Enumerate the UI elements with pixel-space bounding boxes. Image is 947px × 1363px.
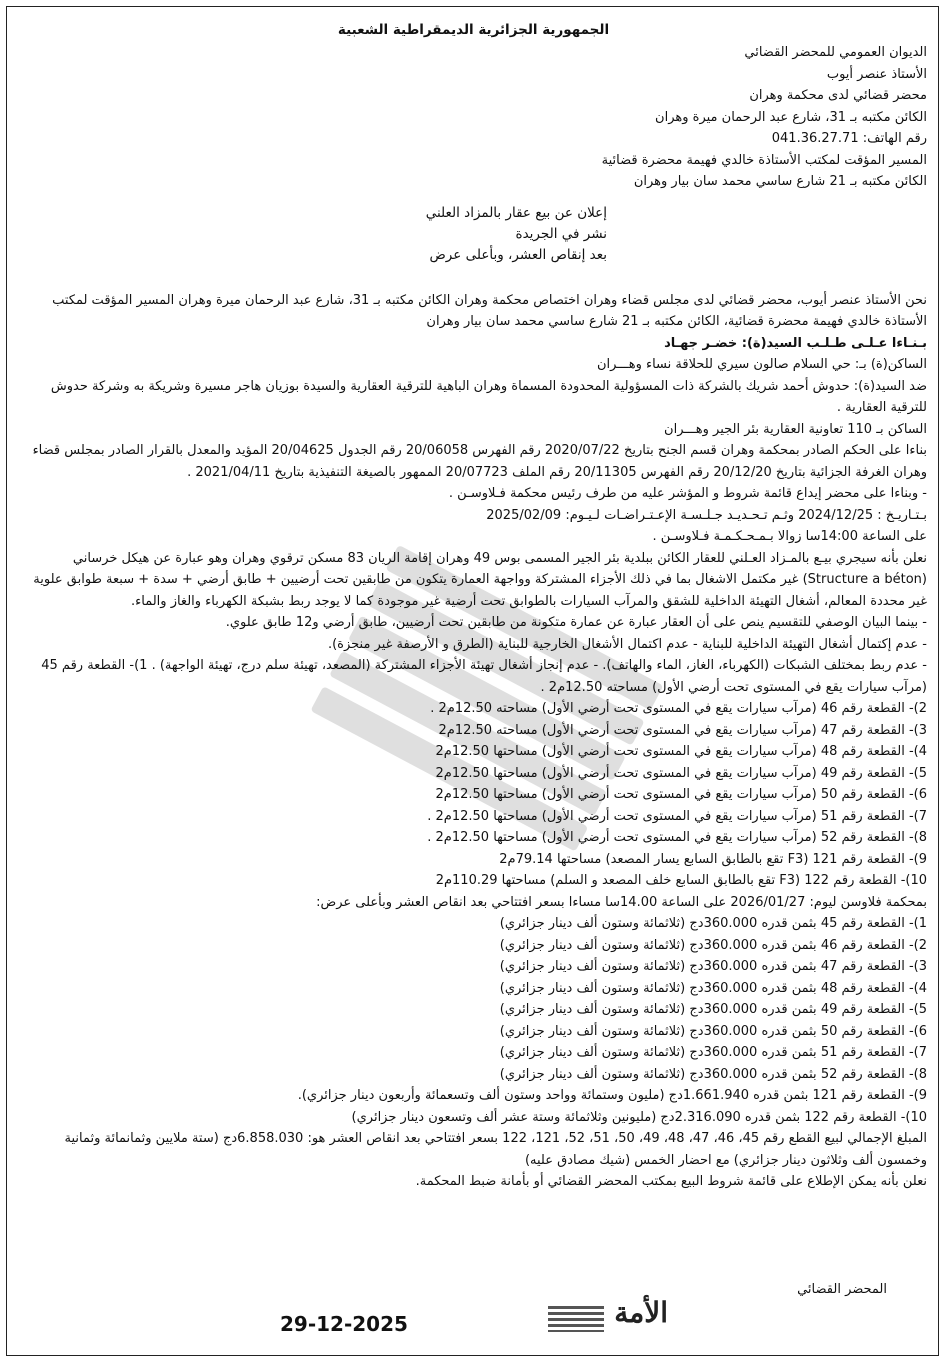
price-item: 5)- القطعة رقم 49 بثمن قدره 360.000دج (ثلاثمائة وستون ألف دينار جزائري) [499, 1002, 927, 1017]
bailiff-header [20, 42, 927, 193]
logo-stripes-icon [548, 1306, 604, 1332]
header-line: الديوان العمومي للمحضر القضائي [744, 45, 927, 60]
lot-item: 7)- القطعة رقم 51 (مرآب سيارات يقع في المستوى تحت أرضي الأول) مساحتها 12.50م2 . [427, 808, 927, 824]
price-item: 9)- القطعة رقم 121 بثمن قدره 1.661.940دج (مليون وستمائة وواحد وستون ألف وتسعمائة وأربعون دينار جزائري). [297, 1088, 927, 1103]
resident-line: الساكن(ة) بـ: حي السلام صالون سيري للحلاقة نساء وهـــران [596, 357, 927, 372]
dates-line: بـتـاريـخ : 2024/12/25 وثـم تـحـديـد جـلـسـة الإعـتـراضـات لـيـوم: 2025/02/09 [486, 507, 927, 523]
price-item: 1)- القطعة رقم 45 بثمن قدره 360.000دج (ثلاثمائة وستون ألف دينار جزائري) [499, 916, 927, 931]
price-item: 3)- القطعة رقم 47 بثمن قدره 360.000دج (ثلاثمائة وستون ألف دينار جزائري) [499, 959, 927, 974]
judgment-paragraph: بناءا على الحكم الصادر بمحكمة وهران قسم الجنح بتاريخ 2020/07/22 رقم الفهرس 20/06058 رقم الجدول 20/04625 المؤيد والمعدل بالقرار الصادر بمجلس قضاء وهران الغرفة الجزائية بتاريخ 20/12/20 رقم الفهرس 20/11305 رقم الملف 20/07723 الممهور بالصيغة التنفيذية بتاريخ 2021/04/11 . [32, 443, 927, 480]
total-paragraph: المبلغ الإجمالي لبيع القطع رقم 45، 46، 47، 48، 49، 50، 51، 52، 121، 122 بسعر افتتاحي بعد انقاص العشر هو: 6.858.030دج (ستة ملايين وثمانمائة وثمانية وخمسون ألف وثلاثون دينار جزائري) مع احضار الخمس (شيك مصادق عليه) [64, 1131, 927, 1168]
lot-item: 2)- القطعة رقم 46 (مرآب سيارات يقع في المستوى تحت أرضي الأول) مساحته 12.50م2 . [430, 701, 927, 716]
announcement-body [20, 290, 927, 1193]
header-line: الكائن مكتبه بـ 21 شارع ساسي محمد سان بيار وهران [633, 174, 927, 189]
against-paragraph: ضد السيد(ة): حدوش أحمد شريك بالشركة ذات المسؤولية المحدودة المسماة وهران الباهية للترقية العقارية والسيدة بوزيان هاجر مسيرة وشريكة به وشركة حدوش للترقية العقارية . [50, 378, 927, 415]
sale-paragraph: نعلن بأنه سيجري بيـع بالمـزاد العـلني للعقار الكائن ببلدية بئر الجير المسمى بوس 49 وهران إقامة الريان 83 مسكن ترقوي وهران وهو عبارة عن هيكل خرساني (Structure a béton) غير مكتمل الاشغال بما في ذلك الأجزاء المشتركة وواجهة العمارة يتكون من طابقين تحت أرضيين + طابق أرضي + سدة + سبعة طوابق علوية غير محددة المعالم، أشغال التهيئة الداخلية للشقق والمرآب السيارات بالطوابق تحت أرضية غير موجودة كما لا يوجد ربط بشبكة الكهرباء والغاز والماء. [33, 550, 927, 609]
header-line: الكائن مكتبه بـ 31، شارع عبد الرحمان ميرة وهران [655, 109, 927, 125]
newspaper-logo [548, 1296, 668, 1336]
price-item: 10)- القطعة رقم 122 بثمن قدره 2.316.090دج (مليونين وثلاثمائة وستة عشر ألف وتسعون دينار جزائري) [351, 1109, 927, 1125]
note-line: - عدم ربط بمختلف الشبكات (الكهرباء، الغاز، الماء والهاتف). - عدم إنجاز أشغال تهيئة الأجزاء المشتركة (المصعد، تهيئة سلم درج، تهيئة الواجهة) . 1)- القطعة رقم 45 (مرآب سيارات يقع في المستوى تحت أرضي الأول) مساحته 12.50م2 . [41, 658, 927, 695]
resident2-line: الساكن بـ 110 تعاونية العقارية بئر الجير وهـــران [664, 421, 927, 437]
announcement-document [20, 22, 927, 1193]
lot-item: 6)- القطعة رقم 50 (مرآب سيارات يقع في المستوى تحت أرضي الأول) مساحتها 12.50م2 [435, 787, 927, 802]
time-line: على الساعة 14:00سا زوالا بـمـحـكـمـة فـلاوسـن . [652, 529, 927, 544]
intro-paragraph: نحن الأستاذ عنصر أيوب، محضر قضائي لدى مجلس قضاء وهران اختصاص محكمة وهران الكائن مكتبه بـ 31، شارع عبد الرحمان ميرة وهران المسير المؤقت لمكتب الأستاذة خالدي فهيمة محضرة قضائية، الكائن مكتبه بـ 21 شارع ساسي محمد سان بيار وهران [52, 292, 927, 329]
publication-date: 29-12-2025 [280, 1312, 408, 1336]
header-line: رقم الهاتف: 041.36.27.71 [771, 131, 927, 146]
signature-label: المحضر القضائي [797, 1282, 887, 1297]
announcement-line: نشر في الجريدة [515, 225, 607, 242]
note-line: - عدم إكتمال أشغال التهيئة الداخلية للبناية - عدم اكتمال الأشغال الخارجية للبناية (الطرق و الأرصفة غير منجزة). [327, 636, 927, 652]
price-item: 8)- القطعة رقم 52 بثمن قدره 360.000دج (ثلاثمائة وستون ألف دينار جزائري) [499, 1066, 927, 1082]
closing-line: نعلن بأنه يمكن الإطلاع على قائمة شروط البيع بمكتب المحضر القضائي أو بأمانة ضبط المحكمة. [415, 1174, 927, 1189]
announcement-title [20, 203, 607, 266]
announcement-line: إعلان عن بيع عقار بالمزاد العلني [425, 204, 607, 221]
announcement-line: بعد إنقاص العشر، وبأعلى عرض [429, 246, 607, 263]
price-item: 2)- القطعة رقم 46 بثمن قدره 360.000دج (ثلاثمائة وستون ألف دينار جزائري) [499, 937, 927, 953]
header-line: المسير المؤقت لمكتب الأستاذة خالدي فهيمة محضرة قضائية [601, 152, 927, 168]
request-line: بـنـاءا عـلـى طـلـب السيد(ة): خضـر جهـاد [664, 335, 927, 351]
lot-item: 10)- القطعة رقم 122 (F3 تقع بالطابق السابع خلف المصعد و السلم) مساحتها 110.29م2 [435, 873, 927, 888]
lot-item: 4)- القطعة رقم 48 (مرآب سيارات يقع في المستوى تحت أرضي الأول) مساحتها 12.50م2 [435, 744, 927, 759]
note-line: - بينما البيان الوصفي للتقسيم ينص على أن العقار عبارة عن عمارة متكونة من طابقين تحت أرضيين، طابق أرضي و12 طابق علوي. [225, 615, 927, 630]
price-item: 4)- القطعة رقم 48 بثمن قدره 360.000دج (ثلاثمائة وستون ألف دينار جزائري) [499, 980, 927, 996]
price-item: 7)- القطعة رقم 51 بثمن قدره 360.000دج (ثلاثمائة وستون ألف دينار جزائري) [499, 1045, 927, 1060]
lot-item: 9)- القطعة رقم 121 (F3 تقع بالطابق السابع يسار المصعد) مساحتها 79.14م2 [499, 851, 927, 867]
header-line: الأستاذ عنصر أيوب [826, 66, 927, 82]
republic-title: الجمهورية الجزائرية الديمقراطية الشعبية [337, 22, 610, 38]
lot-item: 3)- القطعة رقم 47 (مرآب سيارات يقع في المستوى تحت أرضي الأول) مساحته 12.50م2 [438, 722, 927, 738]
deposit-line: - وبناءا على محضر إيداع قائمة شروط و المؤشر عليه من طرف رئيس محكمة فـلاوسـن . [448, 486, 927, 501]
lot-item: 8)- القطعة رقم 52 (مرآب سيارات يقع في المستوى تحت أرضي الأول) مساحتها 12.50م2 . [427, 830, 927, 845]
header-line: محضر قضائي لدى محكمة وهران [749, 88, 927, 103]
session-line: بمحكمة فلاوسن ليوم: 2026/01/27 على الساعة 14.00سا مساءا بسعر افتتاحي بعد انقاص العشر وبأعلى عرض: [316, 894, 927, 910]
lots-list [20, 698, 927, 892]
lot-item: 5)- القطعة رقم 49 (مرآب سيارات يقع في المستوى تحت أرضي الأول) مساحتها 12.50م2 [435, 765, 927, 781]
prices-list [20, 913, 927, 1128]
logo-text: الأمة [614, 1296, 668, 1329]
price-item: 6)- القطعة رقم 50 بثمن قدره 360.000دج (ثلاثمائة وستون ألف دينار جزائري) [499, 1023, 927, 1039]
